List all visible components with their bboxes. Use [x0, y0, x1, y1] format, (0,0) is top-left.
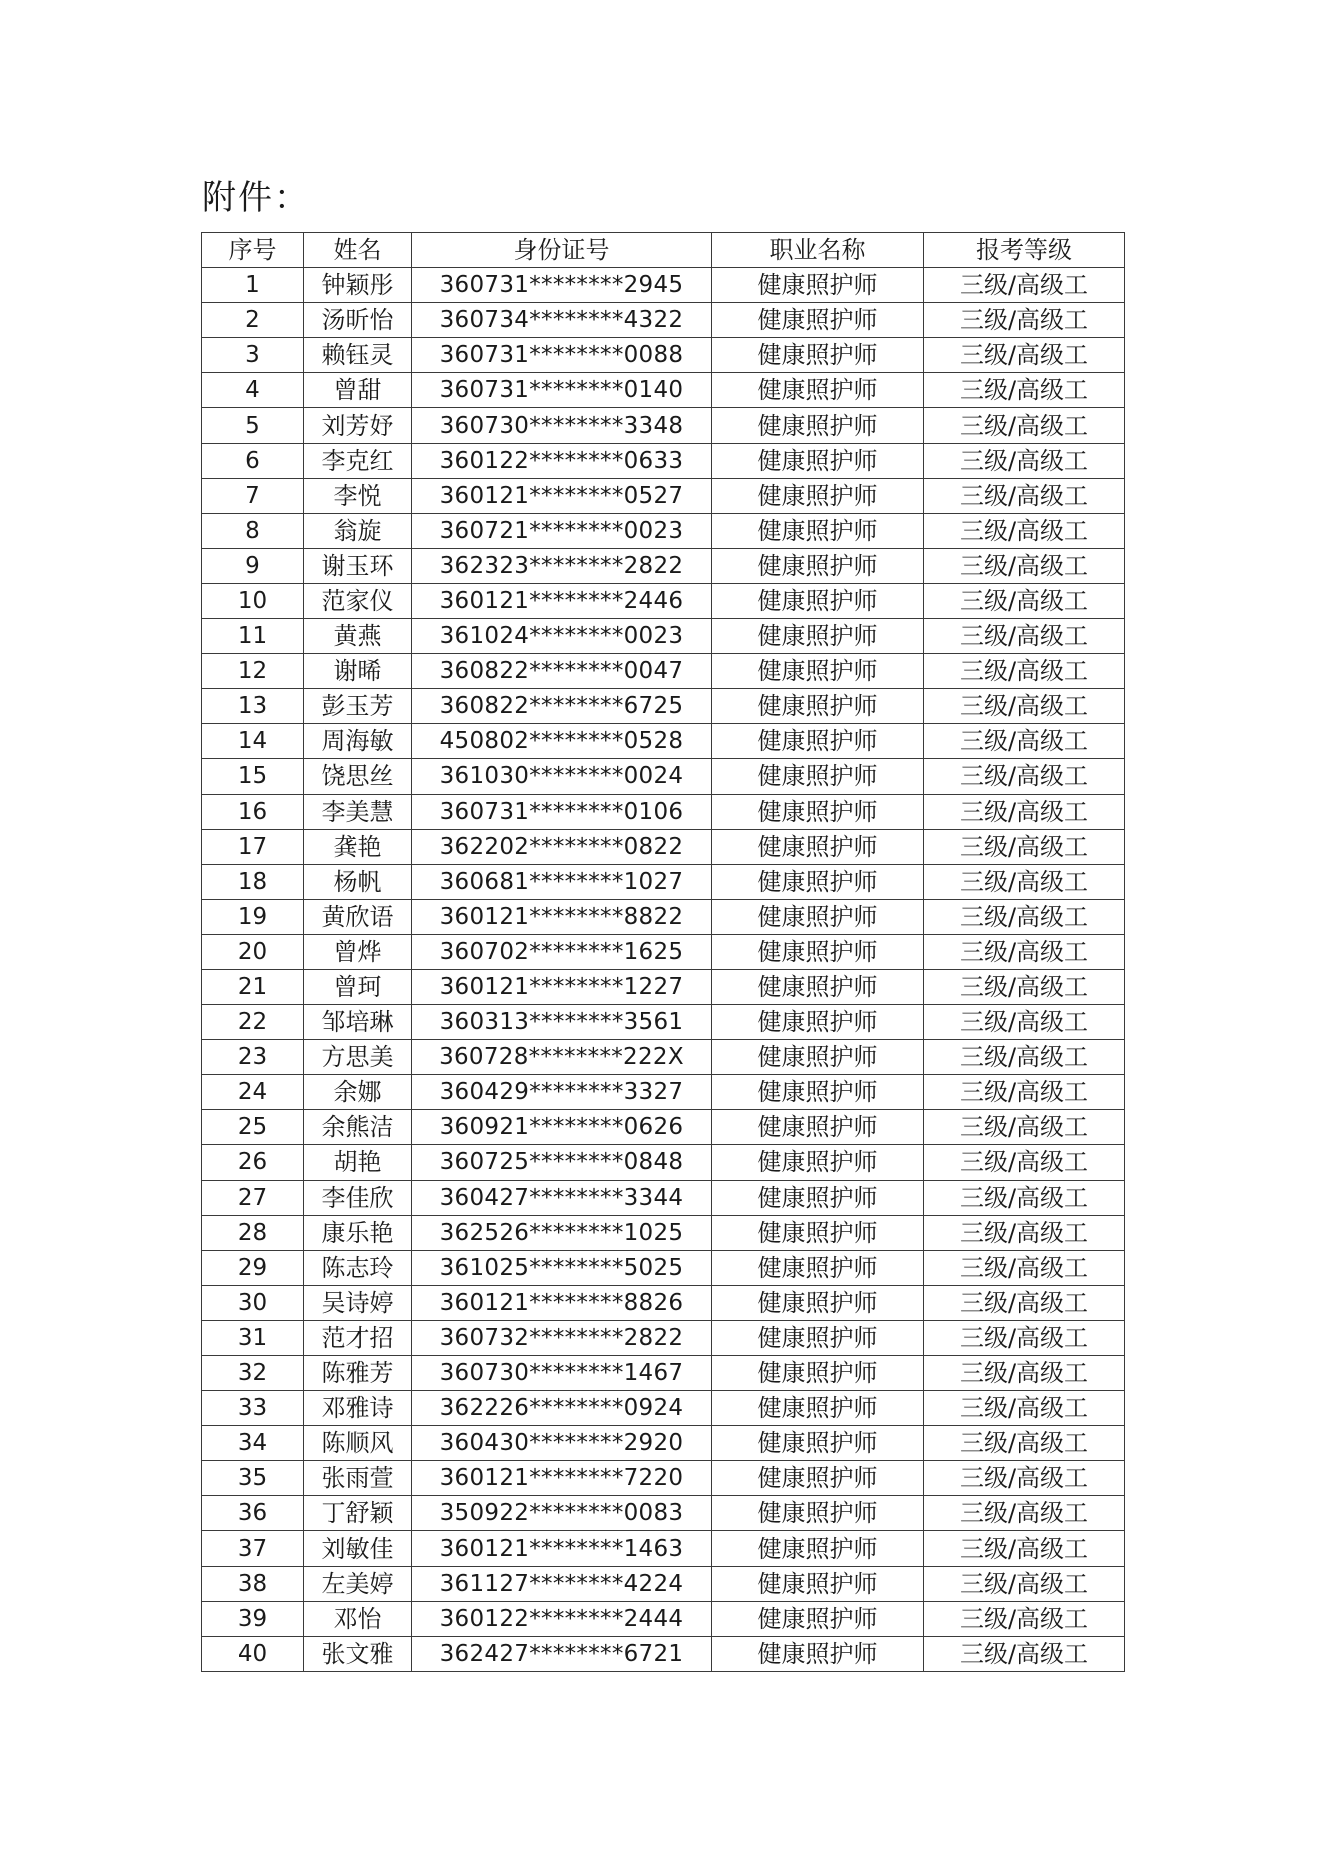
cell-occupation: 健康照护师 — [712, 548, 924, 583]
table-row — [202, 899, 1125, 934]
cell-name: 饶思丝 — [304, 759, 412, 794]
cell-occupation: 健康照护师 — [712, 583, 924, 618]
cell-exam-level: 三级/高级工 — [924, 268, 1125, 303]
cell-seq: 4 — [202, 373, 304, 408]
cell-seq: 21 — [202, 969, 304, 1004]
cell-occupation: 健康照护师 — [712, 1145, 924, 1180]
cell-name: 陈雅芳 — [304, 1356, 412, 1391]
cell-seq: 14 — [202, 724, 304, 759]
cell-occupation: 健康照护师 — [712, 1531, 924, 1566]
cell-exam-level: 三级/高级工 — [924, 1531, 1125, 1566]
cell-seq: 22 — [202, 1005, 304, 1040]
cell-exam-level: 三级/高级工 — [924, 338, 1125, 373]
cell-seq: 5 — [202, 408, 304, 443]
table-row — [202, 443, 1125, 478]
table-row — [202, 1145, 1125, 1180]
cell-name: 张雨萱 — [304, 1461, 412, 1496]
cell-occupation: 健康照护师 — [712, 303, 924, 338]
cell-id-number: 360121********8826 — [412, 1285, 712, 1320]
table-body — [202, 268, 1125, 1672]
cell-name: 陈顺风 — [304, 1426, 412, 1461]
cell-seq: 16 — [202, 794, 304, 829]
cell-id-number: 360122********0633 — [412, 443, 712, 478]
cell-id-number: 360121********1227 — [412, 969, 712, 1004]
table-row — [202, 408, 1125, 443]
cell-seq: 34 — [202, 1426, 304, 1461]
cell-occupation: 健康照护师 — [712, 1566, 924, 1601]
cell-seq: 11 — [202, 619, 304, 654]
cell-exam-level: 三级/高级工 — [924, 408, 1125, 443]
cell-exam-level: 三级/高级工 — [924, 478, 1125, 513]
cell-exam-level: 三级/高级工 — [924, 1005, 1125, 1040]
cell-id-number: 360121********8822 — [412, 899, 712, 934]
table-row — [202, 513, 1125, 548]
cell-name: 黄燕 — [304, 619, 412, 654]
table-row — [202, 1040, 1125, 1075]
cell-id-number: 360313********3561 — [412, 1005, 712, 1040]
cell-name: 张文雅 — [304, 1636, 412, 1671]
table-row — [202, 1320, 1125, 1355]
table-row — [202, 338, 1125, 373]
cell-name: 方思美 — [304, 1040, 412, 1075]
table-row — [202, 1180, 1125, 1215]
cell-id-number: 361024********0023 — [412, 619, 712, 654]
cell-exam-level: 三级/高级工 — [924, 829, 1125, 864]
table-row — [202, 1356, 1125, 1391]
cell-occupation: 健康照护师 — [712, 408, 924, 443]
cell-seq: 15 — [202, 759, 304, 794]
cell-name: 余熊洁 — [304, 1110, 412, 1145]
cell-seq: 30 — [202, 1285, 304, 1320]
table-row — [202, 864, 1125, 899]
cell-seq: 3 — [202, 338, 304, 373]
cell-id-number: 360728********222X — [412, 1040, 712, 1075]
cell-seq: 19 — [202, 899, 304, 934]
cell-occupation: 健康照护师 — [712, 1075, 924, 1110]
cell-seq: 36 — [202, 1496, 304, 1531]
table-row — [202, 829, 1125, 864]
cell-exam-level: 三级/高级工 — [924, 1461, 1125, 1496]
cell-name: 李克红 — [304, 443, 412, 478]
cell-exam-level: 三级/高级工 — [924, 1145, 1125, 1180]
cell-name: 邓怡 — [304, 1601, 412, 1636]
cell-occupation: 健康照护师 — [712, 654, 924, 689]
cell-seq: 35 — [202, 1461, 304, 1496]
cell-occupation: 健康照护师 — [712, 1391, 924, 1426]
cell-id-number: 362526********1025 — [412, 1215, 712, 1250]
cell-id-number: 360721********0023 — [412, 513, 712, 548]
cell-seq: 20 — [202, 934, 304, 969]
cell-exam-level: 三级/高级工 — [924, 1215, 1125, 1250]
cell-name: 曾甜 — [304, 373, 412, 408]
cell-exam-level: 三级/高级工 — [924, 969, 1125, 1004]
cell-name: 黄欣语 — [304, 899, 412, 934]
cell-id-number: 360730********1467 — [412, 1356, 712, 1391]
cell-seq: 27 — [202, 1180, 304, 1215]
cell-name: 刘敏佳 — [304, 1531, 412, 1566]
cell-exam-level: 三级/高级工 — [924, 1110, 1125, 1145]
cell-seq: 32 — [202, 1356, 304, 1391]
cell-exam-level: 三级/高级工 — [924, 1356, 1125, 1391]
cell-occupation: 健康照护师 — [712, 338, 924, 373]
table-row — [202, 268, 1125, 303]
cell-seq: 8 — [202, 513, 304, 548]
cell-occupation: 健康照护师 — [712, 1180, 924, 1215]
cell-id-number: 360730********3348 — [412, 408, 712, 443]
cell-occupation: 健康照护师 — [712, 969, 924, 1004]
cell-exam-level: 三级/高级工 — [924, 934, 1125, 969]
cell-occupation: 健康照护师 — [712, 1005, 924, 1040]
cell-seq: 12 — [202, 654, 304, 689]
cell-occupation: 健康照护师 — [712, 1461, 924, 1496]
cell-occupation: 健康照护师 — [712, 1601, 924, 1636]
cell-name: 康乐艳 — [304, 1215, 412, 1250]
cell-exam-level: 三级/高级工 — [924, 724, 1125, 759]
cell-occupation: 健康照护师 — [712, 794, 924, 829]
cell-id-number: 360121********1463 — [412, 1531, 712, 1566]
header-name: 姓名 — [304, 233, 412, 268]
cell-occupation: 健康照护师 — [712, 899, 924, 934]
cell-id-number: 362226********0924 — [412, 1391, 712, 1426]
cell-id-number: 360731********0140 — [412, 373, 712, 408]
cell-exam-level: 三级/高级工 — [924, 303, 1125, 338]
table-row — [202, 689, 1125, 724]
cell-occupation: 健康照护师 — [712, 443, 924, 478]
table-row — [202, 969, 1125, 1004]
header-occupation: 职业名称 — [712, 233, 924, 268]
cell-exam-level: 三级/高级工 — [924, 1040, 1125, 1075]
attachment-title: 附件： — [202, 178, 310, 218]
cell-occupation: 健康照护师 — [712, 513, 924, 548]
cell-name: 胡艳 — [304, 1145, 412, 1180]
cell-occupation: 健康照护师 — [712, 1426, 924, 1461]
cell-seq: 40 — [202, 1636, 304, 1671]
table-row — [202, 303, 1125, 338]
cell-occupation: 健康照护师 — [712, 1636, 924, 1671]
cell-name: 陈志玲 — [304, 1250, 412, 1285]
cell-occupation: 健康照护师 — [712, 934, 924, 969]
cell-exam-level: 三级/高级工 — [924, 1391, 1125, 1426]
table-row — [202, 934, 1125, 969]
cell-seq: 37 — [202, 1531, 304, 1566]
cell-exam-level: 三级/高级工 — [924, 1075, 1125, 1110]
cell-exam-level: 三级/高级工 — [924, 1320, 1125, 1355]
cell-occupation: 健康照护师 — [712, 1250, 924, 1285]
cell-id-number: 361025********5025 — [412, 1250, 712, 1285]
table-row — [202, 759, 1125, 794]
cell-id-number: 360702********1625 — [412, 934, 712, 969]
table-row — [202, 654, 1125, 689]
table-row — [202, 794, 1125, 829]
cell-name: 汤昕怡 — [304, 303, 412, 338]
cell-seq: 38 — [202, 1566, 304, 1601]
cell-name: 李悦 — [304, 478, 412, 513]
cell-occupation: 健康照护师 — [712, 619, 924, 654]
cell-name: 谢晞 — [304, 654, 412, 689]
cell-id-number: 360725********0848 — [412, 1145, 712, 1180]
cell-name: 范家仪 — [304, 583, 412, 618]
cell-id-number: 362427********6721 — [412, 1636, 712, 1671]
cell-name: 赖钰灵 — [304, 338, 412, 373]
table-row — [202, 1566, 1125, 1601]
cell-id-number: 360429********3327 — [412, 1075, 712, 1110]
table-row — [202, 1075, 1125, 1110]
cell-exam-level: 三级/高级工 — [924, 373, 1125, 408]
cell-name: 吴诗婷 — [304, 1285, 412, 1320]
cell-exam-level: 三级/高级工 — [924, 1250, 1125, 1285]
cell-seq: 23 — [202, 1040, 304, 1075]
cell-occupation: 健康照护师 — [712, 1356, 924, 1391]
cell-seq: 29 — [202, 1250, 304, 1285]
cell-id-number: 360427********3344 — [412, 1180, 712, 1215]
cell-seq: 39 — [202, 1601, 304, 1636]
table-row — [202, 724, 1125, 759]
cell-name: 丁舒颖 — [304, 1496, 412, 1531]
cell-exam-level: 三级/高级工 — [924, 1636, 1125, 1671]
cell-id-number: 360121********2446 — [412, 583, 712, 618]
table-row — [202, 1285, 1125, 1320]
cell-name: 杨帆 — [304, 864, 412, 899]
cell-name: 李佳欣 — [304, 1180, 412, 1215]
cell-exam-level: 三级/高级工 — [924, 759, 1125, 794]
cell-seq: 13 — [202, 689, 304, 724]
cell-id-number: 360822********0047 — [412, 654, 712, 689]
cell-seq: 18 — [202, 864, 304, 899]
table-row — [202, 1391, 1125, 1426]
cell-occupation: 健康照护师 — [712, 1496, 924, 1531]
cell-name: 余娜 — [304, 1075, 412, 1110]
cell-name: 翁旋 — [304, 513, 412, 548]
cell-seq: 28 — [202, 1215, 304, 1250]
cell-name: 彭玉芳 — [304, 689, 412, 724]
cell-exam-level: 三级/高级工 — [924, 1496, 1125, 1531]
cell-occupation: 健康照护师 — [712, 1110, 924, 1145]
cell-id-number: 362323********2822 — [412, 548, 712, 583]
cell-occupation: 健康照护师 — [712, 864, 924, 899]
cell-name: 李美慧 — [304, 794, 412, 829]
cell-occupation: 健康照护师 — [712, 373, 924, 408]
cell-exam-level: 三级/高级工 — [924, 1426, 1125, 1461]
cell-occupation: 健康照护师 — [712, 478, 924, 513]
cell-exam-level: 三级/高级工 — [924, 1566, 1125, 1601]
table-row — [202, 373, 1125, 408]
table-row — [202, 478, 1125, 513]
cell-exam-level: 三级/高级工 — [924, 794, 1125, 829]
cell-name: 龚艳 — [304, 829, 412, 864]
cell-exam-level: 三级/高级工 — [924, 1601, 1125, 1636]
cell-seq: 17 — [202, 829, 304, 864]
cell-id-number: 361127********4224 — [412, 1566, 712, 1601]
cell-id-number: 360121********0527 — [412, 478, 712, 513]
cell-id-number: 350922********0083 — [412, 1496, 712, 1531]
cell-id-number: 360921********0626 — [412, 1110, 712, 1145]
table-row — [202, 583, 1125, 618]
cell-name: 邓雅诗 — [304, 1391, 412, 1426]
header-seq: 序号 — [202, 233, 304, 268]
table-row — [202, 1215, 1125, 1250]
table-row — [202, 548, 1125, 583]
cell-occupation: 健康照护师 — [712, 1040, 924, 1075]
cell-occupation: 健康照护师 — [712, 724, 924, 759]
candidate-table — [201, 232, 1125, 1672]
cell-name: 左美婷 — [304, 1566, 412, 1601]
table-row — [202, 1531, 1125, 1566]
header-exam-level: 报考等级 — [924, 233, 1125, 268]
cell-exam-level: 三级/高级工 — [924, 689, 1125, 724]
cell-id-number: 360732********2822 — [412, 1320, 712, 1355]
cell-exam-level: 三级/高级工 — [924, 1285, 1125, 1320]
cell-occupation: 健康照护师 — [712, 1320, 924, 1355]
cell-occupation: 健康照护师 — [712, 759, 924, 794]
cell-seq: 7 — [202, 478, 304, 513]
cell-exam-level: 三级/高级工 — [924, 583, 1125, 618]
cell-exam-level: 三级/高级工 — [924, 654, 1125, 689]
cell-name: 曾珂 — [304, 969, 412, 1004]
cell-seq: 26 — [202, 1145, 304, 1180]
table-row — [202, 1601, 1125, 1636]
cell-exam-level: 三级/高级工 — [924, 1180, 1125, 1215]
table-row — [202, 1005, 1125, 1040]
cell-exam-level: 三级/高级工 — [924, 899, 1125, 934]
cell-occupation: 健康照护师 — [712, 1285, 924, 1320]
cell-seq: 24 — [202, 1075, 304, 1110]
cell-name: 范才招 — [304, 1320, 412, 1355]
cell-id-number: 362202********0822 — [412, 829, 712, 864]
cell-id-number: 360731********0106 — [412, 794, 712, 829]
cell-seq: 10 — [202, 583, 304, 618]
table-row — [202, 1426, 1125, 1461]
table-row — [202, 1461, 1125, 1496]
cell-exam-level: 三级/高级工 — [924, 864, 1125, 899]
table-row — [202, 1110, 1125, 1145]
cell-id-number: 450802********0528 — [412, 724, 712, 759]
table-row — [202, 619, 1125, 654]
table-header-row — [202, 233, 1125, 268]
cell-occupation: 健康照护师 — [712, 829, 924, 864]
cell-id-number: 360681********1027 — [412, 864, 712, 899]
cell-seq: 2 — [202, 303, 304, 338]
cell-exam-level: 三级/高级工 — [924, 513, 1125, 548]
cell-name: 曾烨 — [304, 934, 412, 969]
cell-id-number: 360734********4322 — [412, 303, 712, 338]
cell-seq: 25 — [202, 1110, 304, 1145]
cell-seq: 1 — [202, 268, 304, 303]
cell-occupation: 健康照护师 — [712, 268, 924, 303]
cell-exam-level: 三级/高级工 — [924, 619, 1125, 654]
cell-exam-level: 三级/高级工 — [924, 443, 1125, 478]
cell-name: 谢玉环 — [304, 548, 412, 583]
cell-id-number: 360731********0088 — [412, 338, 712, 373]
cell-id-number: 360430********2920 — [412, 1426, 712, 1461]
cell-name: 周海敏 — [304, 724, 412, 759]
cell-seq: 33 — [202, 1391, 304, 1426]
cell-occupation: 健康照护师 — [712, 689, 924, 724]
cell-id-number: 360822********6725 — [412, 689, 712, 724]
cell-seq: 31 — [202, 1320, 304, 1355]
cell-seq: 9 — [202, 548, 304, 583]
cell-id-number: 361030********0024 — [412, 759, 712, 794]
cell-id-number: 360121********7220 — [412, 1461, 712, 1496]
cell-exam-level: 三级/高级工 — [924, 548, 1125, 583]
header-id-number: 身份证号 — [412, 233, 712, 268]
table-row — [202, 1496, 1125, 1531]
table-row — [202, 1250, 1125, 1285]
cell-id-number: 360122********2444 — [412, 1601, 712, 1636]
cell-name: 刘芳妤 — [304, 408, 412, 443]
cell-name: 钟颖彤 — [304, 268, 412, 303]
cell-id-number: 360731********2945 — [412, 268, 712, 303]
cell-occupation: 健康照护师 — [712, 1215, 924, 1250]
cell-name: 邹培琳 — [304, 1005, 412, 1040]
table-row — [202, 1636, 1125, 1671]
cell-seq: 6 — [202, 443, 304, 478]
